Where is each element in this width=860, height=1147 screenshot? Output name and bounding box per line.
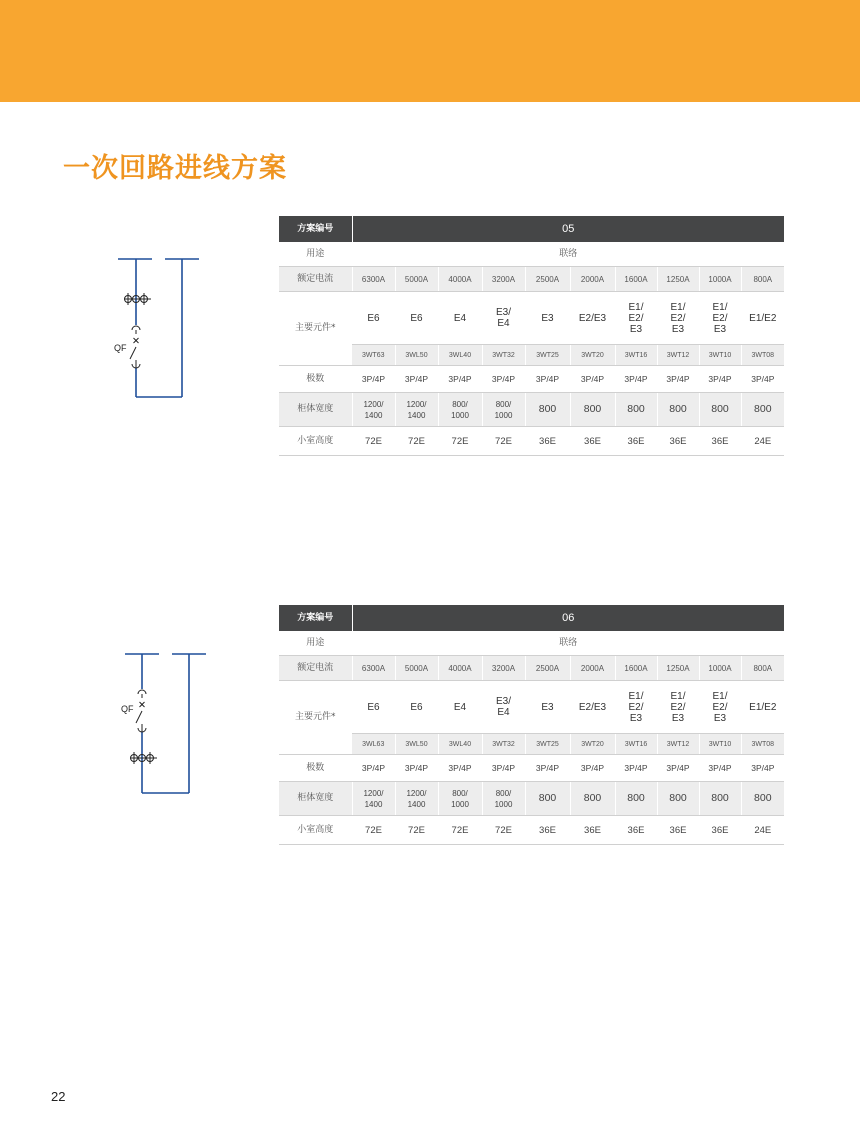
component-cell: E2/E3 [570,681,615,734]
cabinet-width-cell: 800 [570,393,615,427]
single-line-diagram-05 [105,250,215,410]
compartment-height-cell: 72E [395,816,438,845]
cabinet-width-cell: 800/ 1000 [438,782,482,816]
rated-current-row [279,656,784,681]
model-cell: 3WT25 [525,734,570,755]
poles-cell: 3P/4P [657,755,699,782]
model-cell: 3WT20 [570,734,615,755]
usage-value: 联络 [352,631,784,656]
row-label-main-components: 主要元件* [279,292,352,366]
page-title: 一次回路进线方案 [63,153,287,184]
rated-current-cell: 3200A [482,267,525,292]
model-cell: 3WT10 [699,734,741,755]
rated-current-cell: 3200A [482,656,525,681]
rated-current-row [279,267,784,292]
poles-cell: 3P/4P [482,755,525,782]
rated-current-cell: 4000A [438,656,482,681]
model-cell: 3WL50 [395,345,438,366]
component-cell: E4 [438,292,482,345]
poles-cell: 3P/4P [525,366,570,393]
poles-row [279,366,784,393]
row-label-compartment-height: 小室高度 [279,427,352,456]
compartment-height-cell: 24E [741,816,784,845]
cabinet-width-cell: 800/ 1000 [482,393,525,427]
page-number: 22 [51,1089,66,1104]
model-cell: 3WT16 [615,345,657,366]
row-label-main-components: 主要元件* [279,681,352,755]
poles-cell: 3P/4P [699,755,741,782]
row-label-rated-current: 额定电流 [279,656,352,681]
poles-cell: 3P/4P [438,366,482,393]
usage-row [279,631,784,656]
model-cell: 3WT20 [570,345,615,366]
poles-cell: 3P/4P [741,366,784,393]
rated-current-cell: 800A [741,656,784,681]
poles-cell: 3P/4P [657,366,699,393]
component-cell: E6 [352,292,395,345]
model-cell: 3WT16 [615,734,657,755]
poles-cell: 3P/4P [352,366,395,393]
header-row [279,605,784,631]
component-cell: E3/ E4 [482,681,525,734]
compartment-height-cell: 36E [657,427,699,456]
poles-cell: 3P/4P [525,755,570,782]
component-cell: E1/ E2/ E3 [657,292,699,345]
rated-current-cell: 2500A [525,656,570,681]
rated-current-cell: 2000A [570,267,615,292]
cabinet-width-cell: 800/ 1000 [482,782,525,816]
component-cell: E2/E3 [570,292,615,345]
rated-current-cell: 1600A [615,267,657,292]
rated-current-cell: 6300A [352,267,395,292]
cabinet-width-cell: 800 [657,782,699,816]
row-label-scheme-no: 方案编号 [279,216,352,242]
rated-current-cell: 5000A [395,267,438,292]
poles-cell: 3P/4P [352,755,395,782]
poles-cell: 3P/4P [615,366,657,393]
scheme-number: 05 [352,216,784,242]
component-cell: E6 [352,681,395,734]
row-label-rated-current: 额定电流 [279,267,352,292]
component-cell: E1/ E2/ E3 [699,681,741,734]
single-line-diagram-06 [112,645,222,805]
poles-row [279,755,784,782]
rated-current-cell: 1000A [699,267,741,292]
cabinet-width-cell: 800 [657,393,699,427]
rated-current-cell: 1000A [699,656,741,681]
rated-current-cell: 6300A [352,656,395,681]
compartment-height-cell: 72E [438,427,482,456]
compartment-height-cell: 24E [741,427,784,456]
cabinet-width-cell: 800 [699,782,741,816]
cabinet-width-cell: 1200/ 1400 [395,393,438,427]
row-label-compartment-height: 小室高度 [279,816,352,845]
compartment-height-cell: 36E [525,427,570,456]
usage-value: 联络 [352,242,784,267]
model-cell: 3WL63 [352,734,395,755]
compartment-height-cell: 72E [352,816,395,845]
component-cell: E4 [438,681,482,734]
component-cell: E1/E2 [741,292,784,345]
scheme-number: 06 [352,605,784,631]
rated-current-cell: 2500A [525,267,570,292]
cabinet-width-cell: 800/ 1000 [438,393,482,427]
cabinet-width-cell: 800 [525,782,570,816]
poles-cell: 3P/4P [570,366,615,393]
compartment-height-cell: 72E [482,816,525,845]
model-cell: 3WL40 [438,345,482,366]
cabinet-width-cell: 800 [525,393,570,427]
cabinet-width-cell: 1200/ 1400 [352,782,395,816]
cabinet-width-row [279,782,784,816]
model-cell: 3WT08 [741,345,784,366]
component-cell: E1/ E2/ E3 [657,681,699,734]
row-label-scheme-no: 方案编号 [279,605,352,631]
cabinet-width-cell: 800 [570,782,615,816]
component-cell: E3/ E4 [482,292,525,345]
cabinet-width-cell: 1200/ 1400 [395,782,438,816]
model-cell: 3WT25 [525,345,570,366]
breaker-label: QF [121,704,134,714]
cabinet-width-cell: 800 [615,782,657,816]
model-cell: 3WT32 [482,734,525,755]
row-label-usage: 用途 [279,631,352,656]
poles-cell: 3P/4P [438,755,482,782]
component-cell: E1/ E2/ E3 [615,292,657,345]
cabinet-width-cell: 800 [699,393,741,427]
rated-current-cell: 2000A [570,656,615,681]
compartment-height-cell: 36E [570,816,615,845]
row-label-poles: 极数 [279,755,352,782]
component-cell: E3 [525,292,570,345]
row-label-usage: 用途 [279,242,352,267]
header-row [279,216,784,242]
compartment-height-cell: 36E [570,427,615,456]
poles-cell: 3P/4P [699,366,741,393]
compartment-height-cell: 36E [657,816,699,845]
scheme-table-05 [279,216,784,456]
model-cell: 3WL50 [395,734,438,755]
component-cell: E6 [395,681,438,734]
compartment-height-cell: 36E [615,816,657,845]
compartment-height-cell: 36E [525,816,570,845]
compartment-height-row [279,816,784,845]
poles-cell: 3P/4P [395,755,438,782]
row-label-poles: 极数 [279,366,352,393]
cabinet-width-cell: 800 [615,393,657,427]
model-cell: 3WT08 [741,734,784,755]
poles-cell: 3P/4P [395,366,438,393]
component-cell: E3 [525,681,570,734]
poles-cell: 3P/4P [741,755,784,782]
scheme-table-06 [279,605,784,845]
compartment-height-cell: 36E [615,427,657,456]
model-row [279,345,784,366]
poles-cell: 3P/4P [482,366,525,393]
cabinet-width-cell: 1200/ 1400 [352,393,395,427]
breaker-label: QF [114,343,127,353]
rated-current-cell: 1250A [657,656,699,681]
usage-row [279,242,784,267]
component-cell: E6 [395,292,438,345]
cabinet-width-row [279,393,784,427]
poles-cell: 3P/4P [570,755,615,782]
row-label-cabinet-width: 柜体宽度 [279,782,352,816]
compartment-height-row [279,427,784,456]
component-cell: E1/ E2/ E3 [615,681,657,734]
compartment-height-cell: 72E [438,816,482,845]
compartment-height-cell: 72E [482,427,525,456]
row-label-cabinet-width: 柜体宽度 [279,393,352,427]
rated-current-cell: 4000A [438,267,482,292]
compartment-height-cell: 36E [699,427,741,456]
model-cell: 3WL40 [438,734,482,755]
main-components-row [279,681,784,734]
rated-current-cell: 800A [741,267,784,292]
component-cell: E1/E2 [741,681,784,734]
model-cell: 3WT12 [657,345,699,366]
main-components-row [279,292,784,345]
compartment-height-cell: 36E [699,816,741,845]
model-cell: 3WT32 [482,345,525,366]
model-row [279,734,784,755]
model-cell: 3WT12 [657,734,699,755]
cabinet-width-cell: 800 [741,782,784,816]
compartment-height-cell: 72E [395,427,438,456]
poles-cell: 3P/4P [615,755,657,782]
model-cell: 3WT63 [352,345,395,366]
cabinet-width-cell: 800 [741,393,784,427]
component-cell: E1/ E2/ E3 [699,292,741,345]
rated-current-cell: 1250A [657,267,699,292]
rated-current-cell: 1600A [615,656,657,681]
compartment-height-cell: 72E [352,427,395,456]
rated-current-cell: 5000A [395,656,438,681]
header-banner [0,0,860,102]
model-cell: 3WT10 [699,345,741,366]
